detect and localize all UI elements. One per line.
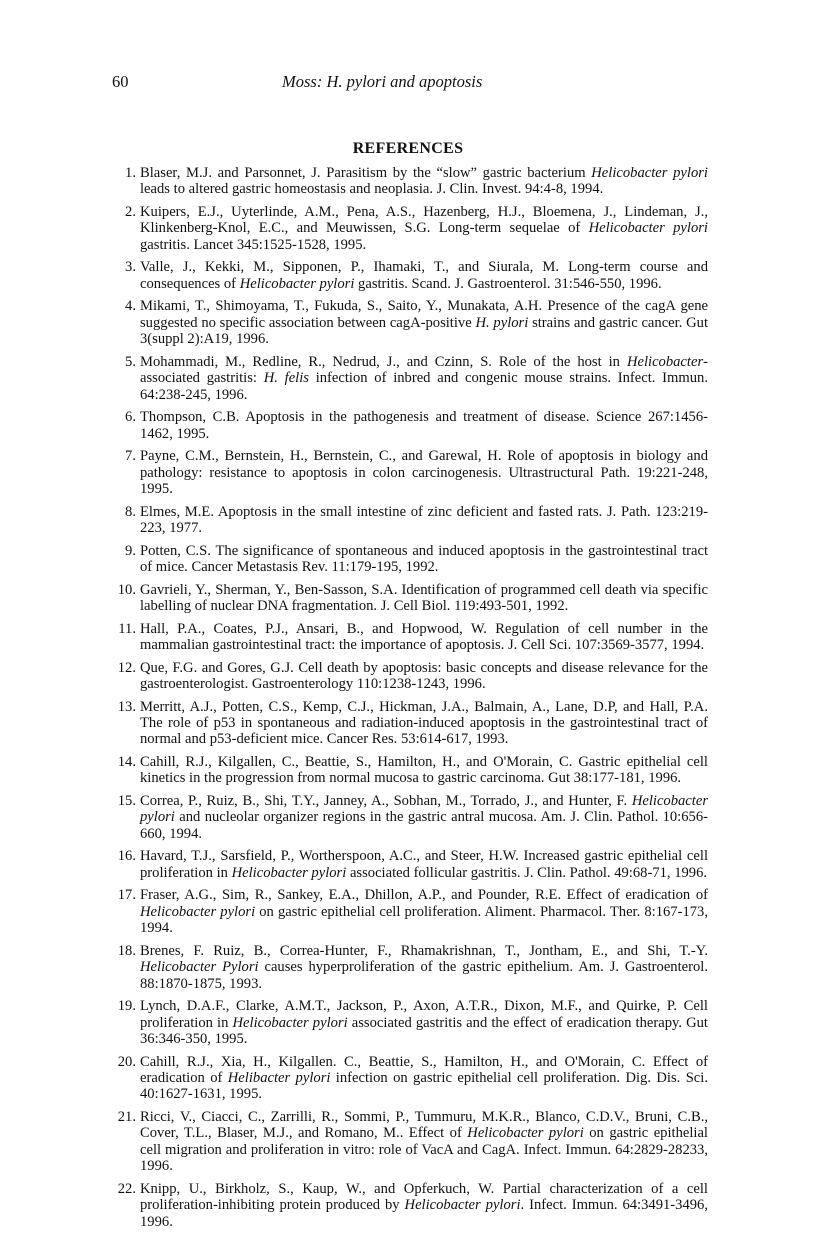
reference-item — [112, 943, 708, 992]
reference-text — [140, 298, 708, 347]
reference-text — [140, 543, 708, 575]
reference-italic-term: Helicobacter pylori — [467, 1125, 584, 1142]
reference-text — [140, 1181, 708, 1230]
reference-text — [140, 259, 708, 291]
reference-item — [112, 660, 708, 693]
reference-number: 22. — [117, 1180, 136, 1197]
reference-text-segment: Potten, C.S. The significance of spontaneous and induced apoptosis in the gastrointestinal tract of mice. Cancer Metastasis Rev. 11:179-195, 1992. — [140, 542, 708, 576]
reference-italic-term: Helicobacter Pylori — [140, 959, 259, 976]
reference-text — [140, 943, 708, 992]
reference-number: 2. — [125, 204, 136, 220]
page-number: 60 — [112, 72, 129, 91]
reference-text — [140, 887, 708, 936]
reference-text-segment: associated follicular gastritis. J. Clin. Pathol. 49:68-71, 1996. — [346, 864, 708, 881]
reference-text-segment: Lynch, D.A.F., Clarke, A.M.T., Jackson, P., Axon, A.T.R., Dixon, M.F., and Quirke, P. Cell proliferation in — [140, 998, 708, 1031]
reference-italic-term: Helicobacter pylori — [231, 864, 347, 881]
reference-text-segment: Elmes, M.E. Apoptosis in the small intestine of zinc deficient and fasted rats. J. Path. 123:219-223, 1977. — [140, 503, 708, 537]
reference-italic-term: Helicobacter pylori — [239, 275, 355, 292]
reference-text — [140, 409, 708, 441]
reference-number: 11. — [118, 620, 136, 637]
reference-text-segment: infection of inbred and congenic mouse strains. Infect. Immun. 64:238-245, 1996. — [140, 370, 708, 403]
reference-number: 5. — [125, 353, 136, 370]
reference-text-segment: Merritt, A.J., Potten, C.S., Kemp, C.J., Hickman, J.A., Balmain, A., Lane, D.P, and Hall, P.A. The role of p53 in spontaneous and radiation-induced apoptosis in the gastrointestinal tract of normal and p53-deficient mice. Cancer Res. 53:614-617, 1993. — [140, 698, 708, 748]
reference-text-segment: Blaser, M.J. and Parsonnet, J. Parasitism by the “slow” gastric bacterium — [140, 165, 592, 181]
reference-item — [112, 409, 708, 442]
reference-text — [140, 848, 708, 880]
reference-italic-term: Helicobacter pylori — [591, 165, 708, 181]
reference-number: 20. — [117, 1053, 136, 1070]
reference-item — [112, 1109, 708, 1175]
reference-text — [140, 1109, 708, 1174]
reference-italic-term: Helicobacter pylori — [404, 1197, 521, 1214]
reference-item — [112, 998, 708, 1047]
reference-text-segment: . Infect. Immun. 64:3491-3496, 1996. — [140, 1197, 708, 1230]
reference-text-segment: Brenes, F. Ruiz, B., Correa-Hunter, F., Rhamakrishnan, T., Jontham, E., and Shi, T.-Y. — [140, 942, 708, 959]
reference-text-segment: Thompson, C.B. Apoptosis in the pathogenesis and treatment of disease. Science 267:1456-1462, 1995. — [140, 409, 708, 442]
reference-item — [112, 848, 708, 881]
reference-item — [112, 204, 708, 253]
reference-text-segment: Ricci, V., Ciacci, C., Zarrilli, R., Sommi, P., Tummuru, M.K.R., Blanco, C.D.V., Bruni, C.B., Cover, T.L., Blaser, M.J., and Romano, M.. Effect of — [140, 1109, 708, 1142]
reference-text — [140, 660, 708, 692]
reference-number: 15. — [117, 793, 136, 810]
reference-text-segment: causes hyperproliferation of the gastric epithelium. Am. J. Gastroenterol. 88:1870-1875, 1993. — [140, 959, 708, 992]
reference-italic-term: Helicobacter pylori — [232, 1014, 348, 1031]
reference-number: 4. — [125, 298, 136, 315]
reference-text — [140, 621, 708, 653]
reference-number: 10. — [117, 581, 136, 598]
page-header — [112, 72, 702, 92]
reference-italic-term: H. felis — [263, 370, 309, 387]
reference-text — [140, 793, 708, 842]
reference-text-segment: and nucleolar organizer regions in the gastric antral mucosa. Am. J. Clin. Pathol. 10:656-660, 1994. — [140, 809, 708, 842]
reference-text — [140, 448, 708, 497]
reference-item — [112, 354, 708, 403]
reference-number: 14. — [117, 754, 136, 771]
reference-item — [112, 621, 708, 654]
reference-item — [112, 1181, 708, 1230]
reference-italic-term: H. pylori — [475, 314, 529, 331]
reference-text-segment: Mikami, T., Shimoyama, T., Fukuda, S., Saito, Y., Munakata, A.H. Presence of the cagA gene suggested no specific association between cagA-positive — [140, 298, 708, 331]
reference-number: 1. — [125, 165, 136, 181]
reference-text-segment: Kuipers, E.J., Uyterlinde, A.M., Pena, A.S., Hazenberg, H.J., Bloemena, J., Lindeman, J., Klinkenberg-Knol, E.C., and Meuwissen, S.G. Long-term sequelae of — [140, 204, 708, 237]
reference-text-segment: Knipp, U., Birkholz, S., Kaup, W., and Opferkuch, W. Partial characterization of a cell proliferation-inhibiting protein produced by — [140, 1180, 708, 1214]
reference-text-segment: Correa, P., Ruiz, B., Shi, T.Y., Janney, A., Sobhan, M., Torrado, J., and Hunter, F. — [140, 793, 632, 810]
reference-text — [140, 1054, 708, 1103]
reference-italic-term: Helicobacter pylori — [140, 793, 708, 826]
reference-number: 16. — [117, 848, 136, 865]
reference-text-segment: Payne, C.M., Bernstein, H., Bernstein, C., and Garewal, H. Role of apoptosis in biology and pathology: resistance to apoptosis in colon carcinogenesis. Ultrastructural Path. 19:221-248, 1995. — [140, 448, 708, 498]
reference-text-segment: Valle, J., Kekki, M., Sipponen, P., Ihamaki, T., and Siurala, M. Long-term course and consequences of — [140, 259, 708, 292]
reference-text-segment: strains and gastric cancer. Gut 3(suppl 2):A19, 1996. — [140, 314, 709, 348]
reference-item — [112, 793, 708, 842]
reference-text — [140, 165, 708, 197]
reference-text-segment: gastritis. Lancet 345:1525-1528, 1995. — [140, 236, 367, 253]
reference-text — [140, 582, 708, 614]
reference-text-segment: Hall, P.A., Coates, P.J., Ansari, B., and Hopwood, W. Regulation of cell number in the mammalian gastrointestinal tract: the importance of apoptosis. J. Cell Sci. 107:3569-3577, 1994. — [140, 620, 708, 654]
reference-item — [112, 448, 708, 497]
reference-text — [140, 754, 708, 786]
reference-text — [140, 354, 708, 403]
reference-text-segment: Que, F.G. and Gores, G.J. Cell death by apoptosis: basic concepts and disease relevance for the gastroenterologist. Gastroenterology 110:1238-1243, 1996. — [140, 659, 708, 693]
reference-number: 18. — [117, 942, 136, 959]
reference-list — [112, 165, 708, 1236]
reference-number: 9. — [125, 542, 136, 559]
running-title: Moss: H. pylori and apoptosis — [282, 72, 483, 91]
reference-item — [112, 543, 708, 576]
reference-text-segment: gastritis. Scand. J. Gastroenterol. 31:546-550, 1996. — [354, 275, 662, 292]
references-heading: REFERENCES — [352, 140, 464, 157]
reference-italic-term: Helicobacter pylori — [140, 903, 256, 920]
reference-text-segment: infection on gastric epithelial cell proliferation. Dig. Dis. Sci. 40:1627-1631, 1995. — [140, 1070, 708, 1103]
reference-item — [112, 582, 708, 615]
reference-text-segment: Cahill, R.J., Kilgallen, C., Beattie, S., Hamilton, H., and O'Morain, C. Gastric epithelial cell kinetics in the progression from normal mucosa to gastric carcinoma. Gut 38:177-181, 1996. — [140, 754, 708, 787]
reference-item — [112, 298, 708, 347]
reference-italic-term: Helibacter pylori — [227, 1070, 331, 1087]
reference-text-segment: leads to altered gastric homeostasis and neoplasia. J. Clin. Invest. 94:4-8, 1994. — [140, 181, 604, 198]
reference-number: 7. — [125, 448, 136, 465]
reference-text-segment: associated gastritis and the effect of eradication therapy. Gut 36:346-350, 1995. — [140, 1014, 708, 1048]
reference-text — [140, 699, 708, 748]
reference-text-segment: on gastric epithelial cell proliferation. Aliment. Pharmacol. Ther. 8:167-173, 1994. — [140, 903, 708, 937]
reference-number: 3. — [125, 259, 136, 276]
reference-text — [140, 998, 708, 1047]
reference-italic-term: Helicobacter — [626, 353, 704, 370]
reference-text-segment: Mohammadi, M., Redline, R., Nedrud, J., and Czinn, S. Role of the host in — [140, 353, 627, 370]
reference-text-segment: Cahill, R.J., Xia, H., Kilgallen. C., Beattie, S., Hamilton, H., and O'Morain, C. Effect of eradication of — [140, 1053, 708, 1087]
reference-number: 6. — [125, 409, 136, 426]
reference-italic-term: Helicobacter pylori — [588, 220, 708, 237]
reference-item — [112, 165, 708, 198]
reference-text-segment: Gavrieli, Y., Sherman, Y., Ben-Sasson, S.A. Identification of programmed cell death via specific labelling of nuclear DNA fragmentation. J. Cell Biol. 119:493-501, 1992. — [140, 581, 708, 615]
reference-number: 12. — [117, 659, 136, 676]
reference-text-segment: -associated gastritis: — [140, 353, 708, 387]
reference-number: 19. — [117, 998, 136, 1015]
reference-text-segment: Havard, T.J., Sarsfield, P., Wortherspoon, A.C., and Steer, H.W. Increased gastric epithelial cell proliferation in — [140, 848, 708, 881]
reference-item — [112, 887, 708, 936]
reference-item — [112, 504, 708, 537]
reference-item — [112, 699, 708, 748]
reference-number: 17. — [117, 887, 136, 904]
reference-item — [112, 754, 708, 787]
reference-item — [112, 259, 708, 292]
reference-text-segment: Fraser, A.G., Sim, R., Sankey, E.A., Dhillon, A.P., and Pounder, R.E. Effect of eradication of — [140, 887, 708, 904]
reference-number: 8. — [125, 503, 136, 520]
reference-number: 21. — [117, 1109, 136, 1126]
reference-text-segment: on gastric epithelial cell migration and proliferation in vitro: role of VacA and CagA. Infect. Immun. 64:2829-28233, 1996. — [140, 1125, 708, 1175]
reference-text — [140, 204, 708, 253]
reference-text — [140, 504, 708, 536]
reference-item — [112, 1054, 708, 1103]
reference-number: 13. — [117, 698, 136, 715]
